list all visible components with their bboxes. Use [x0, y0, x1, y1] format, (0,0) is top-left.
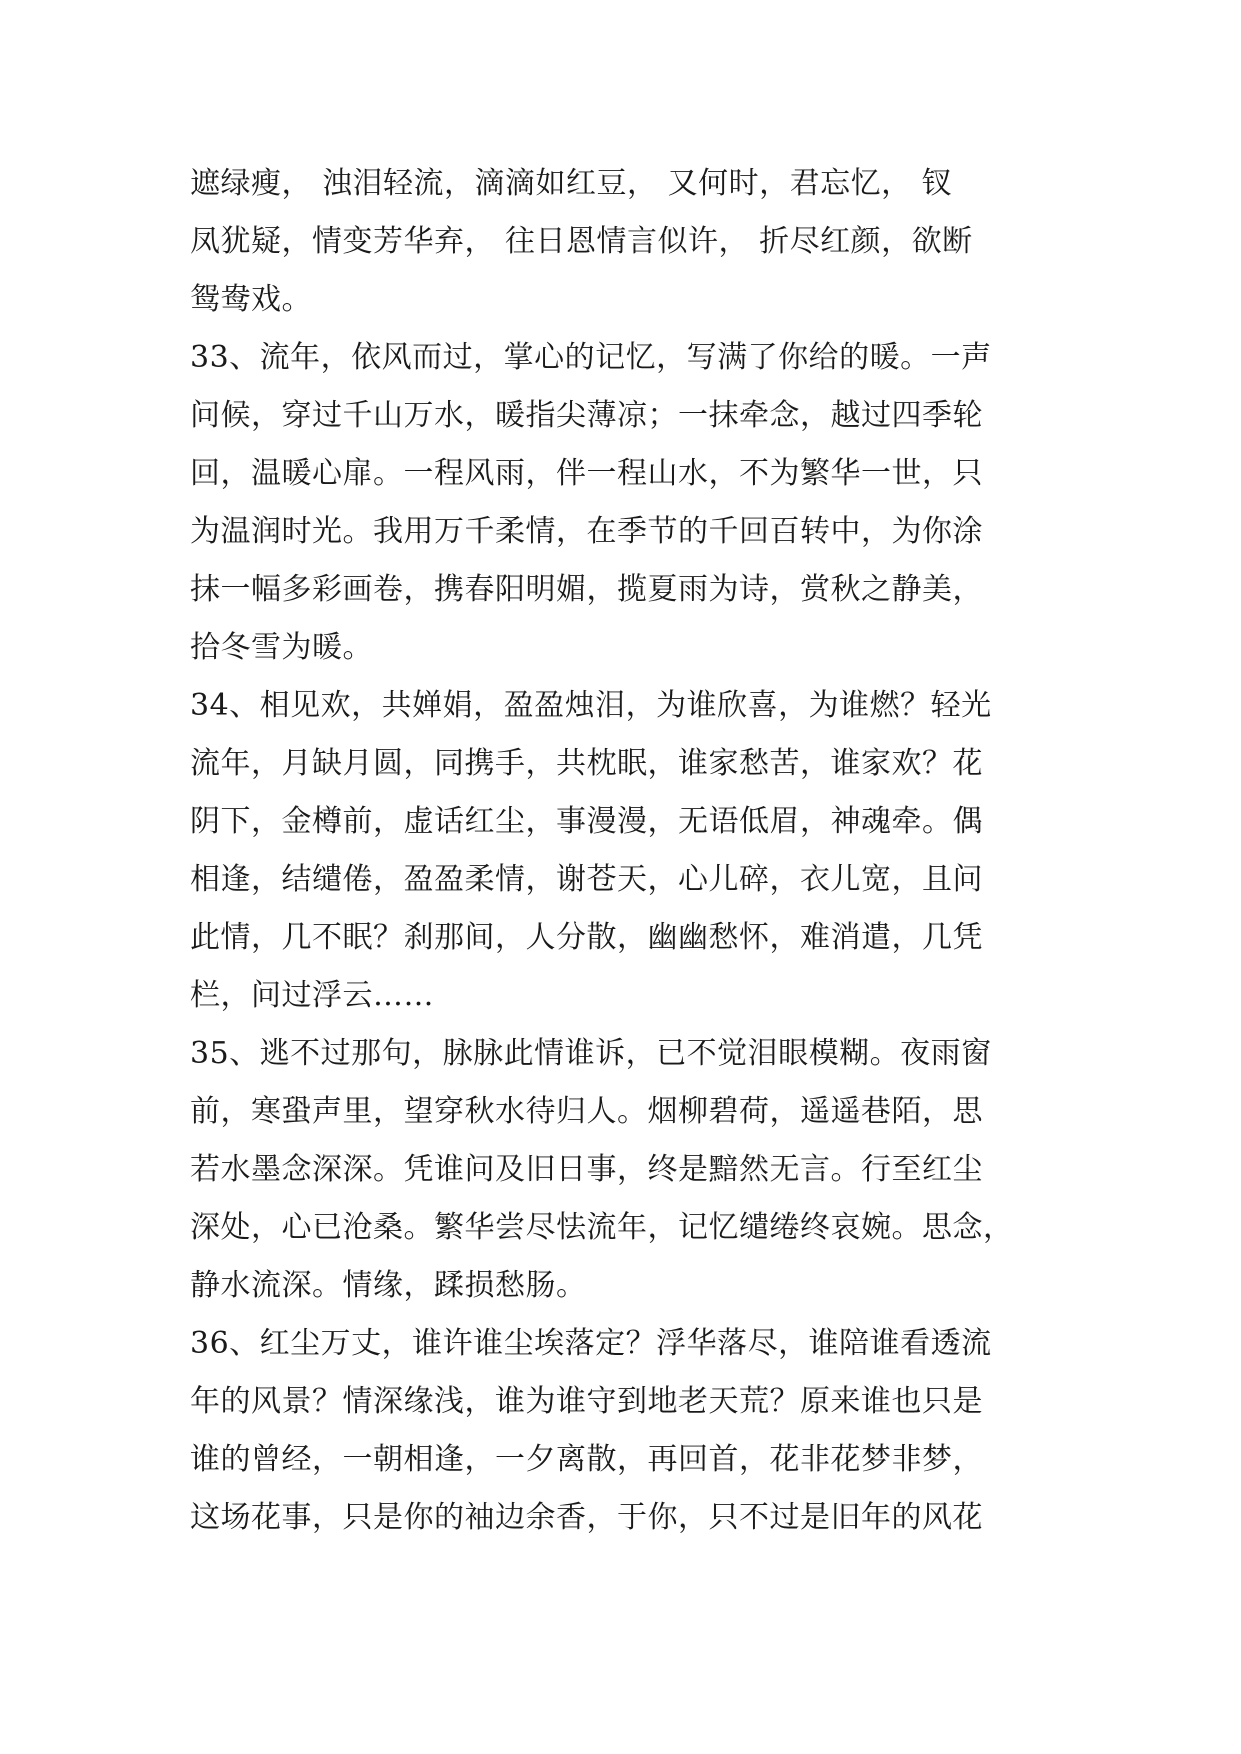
text-line: 此情，几不眠？刹那间，人分散，幽幽愁怀，难消遣，几凭 [190, 920, 983, 955]
text-line: 流年，月缺月圆，同携手，共枕眠，谁家愁苦，谁家欢？花 [190, 746, 983, 781]
text-line: 这场花事，只是你的袖边余香，于你，只不过是旧年的风花 [190, 1500, 983, 1535]
text-line: 栏，问过浮云…… [190, 978, 434, 1013]
text-line: 谁的曾经，一朝相逢，一夕离散，再回首，花非花梦非梦， [190, 1442, 983, 1477]
text-line: 凤犹疑，情变芳华弃， 往日恩情言似许， 折尽红颜，欲断 [190, 224, 973, 259]
text-line: 相逢，结缱倦，盈盈柔情，谢苍天，心儿碎，衣儿宽，且问 [190, 862, 983, 897]
text-line: 回，温暖心扉。一程风雨，伴一程山水，不为繁华一世，只 [190, 456, 983, 491]
document-body [190, 155, 1060, 1547]
text-line: 前，寒蛩声里，望穿秋水待归人。烟柳碧荷，遥遥巷陌，思 [190, 1094, 983, 1129]
text-line: 静水流深。情缘，蹂损愁肠。 [190, 1268, 587, 1303]
text-line: 33、流年，依风而过，掌心的记忆，写满了你给的暖。一声 [190, 340, 992, 375]
text-line: 34、相见欢，共婵娟，盈盈烛泪，为谁欣喜，为谁燃？轻光 [190, 688, 992, 723]
text-line: 遮绿瘦， 浊泪轻流，滴滴如红豆， 又何时，君忘忆， 钗 [190, 166, 953, 201]
text-line: 若水墨念深深。凭谁问及旧日事，终是黯然无言。行至红尘 [190, 1152, 983, 1187]
text-line: 阴下，金樽前，虚话红尘，事漫漫，无语低眉，神魂牵。偶 [190, 804, 983, 839]
text-line: 深处，心已沧桑。繁华尝尽怯流年，记忆缱绻终哀婉。思念， [190, 1210, 1014, 1245]
text-line: 年的风景？情深缘浅，谁为谁守到地老天荒？原来谁也只是 [190, 1384, 983, 1419]
text-line: 拾冬雪为暖。 [190, 630, 373, 665]
text-line: 鸳鸯戏。 [190, 282, 312, 317]
text-line: 35、逃不过那句，脉脉此情谁诉，已不觉泪眼模糊。夜雨窗 [190, 1036, 992, 1071]
text-line: 36、红尘万丈，谁许谁尘埃落定？浮华落尽，谁陪谁看透流 [190, 1326, 992, 1361]
text-line: 抹一幅多彩画卷，携春阳明媚，揽夏雨为诗，赏秋之静美， [190, 572, 983, 607]
text-line: 为温润时光。我用万千柔情，在季节的千回百转中，为你涂 [190, 514, 983, 549]
text-line: 问候，穿过千山万水，暖指尖薄凉；一抹牵念，越过四季轮 [190, 398, 983, 433]
